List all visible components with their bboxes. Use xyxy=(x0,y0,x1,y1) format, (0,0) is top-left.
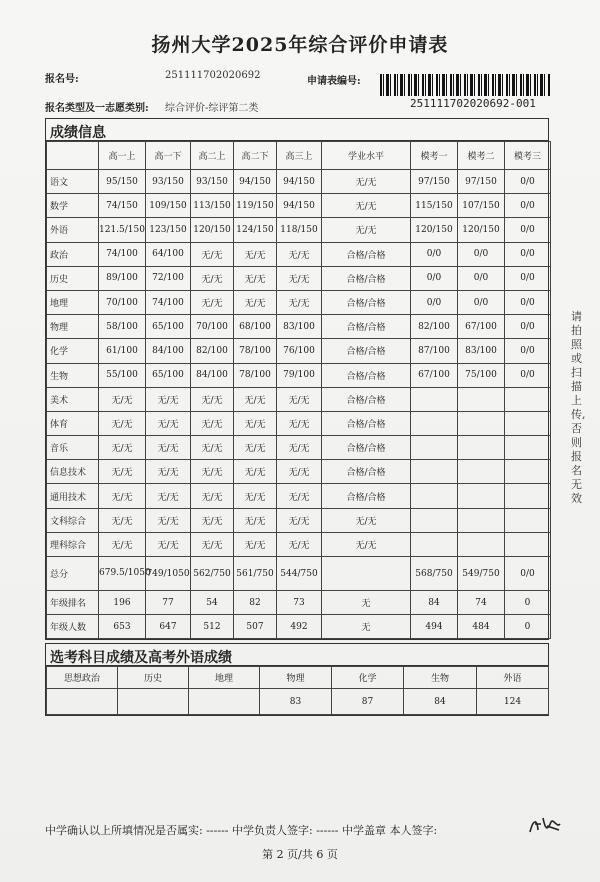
score-cell: 119/150 xyxy=(234,194,277,218)
score-cell: 562/750 xyxy=(191,557,234,591)
score-cell: 无/无 xyxy=(146,387,191,411)
score-cell: 无/无 xyxy=(234,266,277,290)
score-cell: 无/无 xyxy=(234,290,277,314)
score-cell xyxy=(411,532,458,556)
score-cell: 0/0 xyxy=(411,266,458,290)
elective-subject-label: 地理 xyxy=(189,667,260,689)
score-cell: 107/150 xyxy=(458,194,505,218)
score-cell: 121.5/150 xyxy=(99,218,146,242)
score-row xyxy=(47,460,551,484)
score-cell: 120/150 xyxy=(458,218,505,242)
score-cell: 无/无 xyxy=(234,532,277,556)
score-row xyxy=(47,615,551,639)
score-cell: 无/无 xyxy=(277,484,322,508)
score-cell: 无/无 xyxy=(146,484,191,508)
score-row xyxy=(47,591,551,615)
subject-label: 信息技术 xyxy=(47,460,99,484)
score-cell xyxy=(505,387,551,411)
score-cell: 0/0 xyxy=(458,266,505,290)
score-cell: 合格/合格 xyxy=(322,436,411,460)
subject-label: 美术 xyxy=(47,387,99,411)
score-cell: 无/无 xyxy=(234,484,277,508)
subject-label: 化学 xyxy=(47,339,99,363)
score-cell xyxy=(411,484,458,508)
column-header: 模考二 xyxy=(458,142,505,170)
score-cell xyxy=(505,532,551,556)
score-cell: 无/无 xyxy=(191,266,234,290)
scores-section xyxy=(45,118,549,640)
score-cell: 74 xyxy=(458,591,505,615)
subject-label: 文科综合 xyxy=(47,508,99,532)
score-cell: 无/无 xyxy=(277,532,322,556)
score-cell: 无/无 xyxy=(322,194,411,218)
score-cell: 70/100 xyxy=(191,315,234,339)
score-cell: 0/0 xyxy=(505,266,551,290)
score-cell: 76/100 xyxy=(277,339,322,363)
subject-label: 数学 xyxy=(47,194,99,218)
score-row xyxy=(47,411,551,435)
score-cell: 0 xyxy=(505,615,551,639)
elective-score-cell xyxy=(47,689,118,715)
score-cell: 94/150 xyxy=(277,194,322,218)
score-cell: 无/无 xyxy=(146,436,191,460)
score-cell: 55/100 xyxy=(99,363,146,387)
subject-label: 地理 xyxy=(47,290,99,314)
score-cell: 无/无 xyxy=(234,508,277,532)
score-cell: 512 xyxy=(191,615,234,639)
score-cell: 64/100 xyxy=(146,242,191,266)
score-cell xyxy=(505,436,551,460)
elective-score-cell: 87 xyxy=(332,689,404,715)
elective-score-cell: 124 xyxy=(477,689,549,715)
score-cell: 合格/合格 xyxy=(322,339,411,363)
elective-score-cell xyxy=(189,689,260,715)
score-row xyxy=(47,532,551,556)
score-cell: 合格/合格 xyxy=(322,266,411,290)
score-cell xyxy=(322,557,411,591)
score-cell: 无/无 xyxy=(99,436,146,460)
score-cell: 647 xyxy=(146,615,191,639)
score-cell xyxy=(411,411,458,435)
score-cell xyxy=(458,387,505,411)
score-cell: 68/100 xyxy=(234,315,277,339)
score-cell: 0/0 xyxy=(411,290,458,314)
score-cell xyxy=(458,484,505,508)
score-cell: 无/无 xyxy=(234,436,277,460)
score-cell: 无/无 xyxy=(146,532,191,556)
score-row xyxy=(47,194,551,218)
subject-label: 理科综合 xyxy=(47,532,99,556)
score-cell xyxy=(411,387,458,411)
score-row xyxy=(47,266,551,290)
score-cell: 84 xyxy=(411,591,458,615)
score-cell: 无/无 xyxy=(322,218,411,242)
score-cell: 115/150 xyxy=(411,194,458,218)
elective-header-row xyxy=(47,667,549,689)
score-cell: 97/150 xyxy=(411,170,458,194)
score-cell: 77 xyxy=(146,591,191,615)
score-row xyxy=(47,242,551,266)
score-cell: 合格/合格 xyxy=(322,484,411,508)
barcode-number: 251111702020692-001 xyxy=(410,97,536,110)
score-cell xyxy=(505,484,551,508)
upload-notice: 请拍照或扫描上传,否则报名无效 xyxy=(571,310,586,505)
subject-label: 年级排名 xyxy=(47,591,99,615)
score-cell: 113/150 xyxy=(191,194,234,218)
score-cell: 0/0 xyxy=(505,194,551,218)
score-cell: 494 xyxy=(411,615,458,639)
score-cell xyxy=(411,508,458,532)
application-type-value: 综合评价-综评第二类 xyxy=(165,103,259,114)
score-cell: 67/100 xyxy=(411,363,458,387)
subject-label: 语文 xyxy=(47,170,99,194)
score-cell: 74/150 xyxy=(99,194,146,218)
score-cell: 82/100 xyxy=(411,315,458,339)
subject-label: 音乐 xyxy=(47,436,99,460)
subject-label: 物理 xyxy=(47,315,99,339)
score-cell: 无/无 xyxy=(146,508,191,532)
application-number-label: 申请表编号: xyxy=(307,76,361,87)
score-cell: 120/150 xyxy=(191,218,234,242)
score-row xyxy=(47,290,551,314)
score-cell xyxy=(458,436,505,460)
confirmation-text: 中学确认以上所填情况是否属实: ------ 中学负责人签字: ------ 中学盖章 本人签字: xyxy=(45,824,438,837)
column-header: 高三上 xyxy=(277,142,322,170)
score-cell: 无/无 xyxy=(234,387,277,411)
elective-table xyxy=(46,666,549,715)
score-cell: 合格/合格 xyxy=(322,315,411,339)
score-cell: 0/0 xyxy=(505,339,551,363)
score-cell: 无/无 xyxy=(99,508,146,532)
score-cell xyxy=(458,460,505,484)
column-header-blank xyxy=(47,142,99,170)
score-cell: 无/无 xyxy=(234,242,277,266)
score-cell: 507 xyxy=(234,615,277,639)
score-cell: 0/0 xyxy=(458,242,505,266)
score-cell xyxy=(411,436,458,460)
score-cell: 87/100 xyxy=(411,339,458,363)
score-cell: 无/无 xyxy=(191,460,234,484)
score-cell: 无/无 xyxy=(277,436,322,460)
score-cell: 合格/合格 xyxy=(322,242,411,266)
elective-score-cell xyxy=(118,689,189,715)
score-cell: 无/无 xyxy=(322,532,411,556)
score-cell: 74/100 xyxy=(99,242,146,266)
score-cell: 无 xyxy=(322,615,411,639)
score-cell: 无/无 xyxy=(277,387,322,411)
score-cell: 484 xyxy=(458,615,505,639)
score-cell: 0/0 xyxy=(458,290,505,314)
score-row xyxy=(47,170,551,194)
score-cell: 0/0 xyxy=(505,290,551,314)
subject-label: 历史 xyxy=(47,266,99,290)
score-cell: 73 xyxy=(277,591,322,615)
elective-value-row xyxy=(47,689,549,715)
score-cell: 无/无 xyxy=(191,436,234,460)
score-cell: 无/无 xyxy=(99,460,146,484)
elective-section-title: 选考科目成绩及高考外语成绩 xyxy=(46,644,548,666)
score-cell: 无/无 xyxy=(277,290,322,314)
score-cell: 无/无 xyxy=(99,484,146,508)
score-cell: 无/无 xyxy=(191,411,234,435)
column-header: 高一下 xyxy=(146,142,191,170)
column-header: 高二下 xyxy=(234,142,277,170)
column-header: 学业水平 xyxy=(322,142,411,170)
subject-label: 生物 xyxy=(47,363,99,387)
score-cell: 无/无 xyxy=(322,508,411,532)
score-cell: 61/100 xyxy=(99,339,146,363)
score-cell: 无/无 xyxy=(191,508,234,532)
score-cell: 78/100 xyxy=(234,339,277,363)
scores-section-title: 成绩信息 xyxy=(46,119,548,141)
score-cell: 83/100 xyxy=(277,315,322,339)
subject-label: 总分 xyxy=(47,557,99,591)
score-cell: 123/150 xyxy=(146,218,191,242)
score-row xyxy=(47,557,551,591)
score-row xyxy=(47,363,551,387)
barcode-image xyxy=(380,74,550,96)
score-cell: 653 xyxy=(99,615,146,639)
score-cell: 无/无 xyxy=(191,484,234,508)
registration-number-value: 251111702020692 xyxy=(165,70,261,81)
score-cell: 83/100 xyxy=(458,339,505,363)
score-cell xyxy=(458,508,505,532)
subject-label: 年级人数 xyxy=(47,615,99,639)
score-cell: 118/150 xyxy=(277,218,322,242)
subject-label: 外语 xyxy=(47,218,99,242)
score-cell: 合格/合格 xyxy=(322,387,411,411)
score-cell: 合格/合格 xyxy=(322,290,411,314)
elective-section xyxy=(45,643,549,716)
score-row xyxy=(47,315,551,339)
score-cell: 65/100 xyxy=(146,315,191,339)
score-cell: 0 xyxy=(505,591,551,615)
score-cell: 67/100 xyxy=(458,315,505,339)
score-cell: 549/750 xyxy=(458,557,505,591)
score-cell: 679.5/1050 xyxy=(99,557,146,591)
score-row xyxy=(47,508,551,532)
score-cell: 94/150 xyxy=(277,170,322,194)
score-cell: 0/0 xyxy=(411,242,458,266)
score-cell: 65/100 xyxy=(146,363,191,387)
column-header: 模考一 xyxy=(411,142,458,170)
score-cell: 无/无 xyxy=(146,411,191,435)
subject-label: 政治 xyxy=(47,242,99,266)
score-cell: 75/100 xyxy=(458,363,505,387)
score-cell: 无/无 xyxy=(99,532,146,556)
score-cell xyxy=(458,532,505,556)
score-cell: 0/0 xyxy=(505,218,551,242)
score-cell: 0/0 xyxy=(505,315,551,339)
score-cell xyxy=(458,411,505,435)
scores-table xyxy=(46,141,551,639)
score-cell: 79/100 xyxy=(277,363,322,387)
score-cell: 97/150 xyxy=(458,170,505,194)
score-cell: 合格/合格 xyxy=(322,363,411,387)
elective-subject-label: 历史 xyxy=(118,667,189,689)
column-header: 模考三 xyxy=(505,142,551,170)
score-cell: 无/无 xyxy=(99,411,146,435)
score-cell xyxy=(505,460,551,484)
score-cell: 74/100 xyxy=(146,290,191,314)
score-cell: 544/750 xyxy=(277,557,322,591)
score-cell: 78/100 xyxy=(234,363,277,387)
elective-subject-label: 外语 xyxy=(477,667,549,689)
registration-number-label: 报名号: xyxy=(45,74,79,85)
score-cell: 无/无 xyxy=(234,460,277,484)
score-cell: 无 xyxy=(322,591,411,615)
score-row xyxy=(47,387,551,411)
score-row xyxy=(47,436,551,460)
score-cell: 无/无 xyxy=(277,411,322,435)
score-cell: 无/无 xyxy=(191,290,234,314)
score-cell: 合格/合格 xyxy=(322,411,411,435)
score-cell: 无/无 xyxy=(234,411,277,435)
score-cell xyxy=(411,460,458,484)
score-cell: 无/无 xyxy=(277,266,322,290)
score-cell: 94/150 xyxy=(234,170,277,194)
score-cell: 70/100 xyxy=(99,290,146,314)
score-cell: 196 xyxy=(99,591,146,615)
score-cell: 72/100 xyxy=(146,266,191,290)
score-row xyxy=(47,218,551,242)
score-cell: 82 xyxy=(234,591,277,615)
score-cell: 0/0 xyxy=(505,363,551,387)
column-header: 高二上 xyxy=(191,142,234,170)
score-cell: 无/无 xyxy=(146,460,191,484)
score-cell: 0/0 xyxy=(505,170,551,194)
score-cell: 0/0 xyxy=(505,242,551,266)
column-header: 高一上 xyxy=(99,142,146,170)
scores-header-row xyxy=(47,142,551,170)
score-cell: 109/150 xyxy=(146,194,191,218)
elective-score-cell: 84 xyxy=(404,689,477,715)
score-cell: 492 xyxy=(277,615,322,639)
score-cell: 749/1050 xyxy=(146,557,191,591)
application-type-label: 报名类型及一志愿类别: xyxy=(45,103,149,114)
score-cell: 58/100 xyxy=(99,315,146,339)
score-cell xyxy=(505,411,551,435)
score-cell: 无/无 xyxy=(322,170,411,194)
score-cell: 无/无 xyxy=(277,460,322,484)
elective-subject-label: 生物 xyxy=(404,667,477,689)
elective-subject-label: 物理 xyxy=(260,667,332,689)
score-cell: 合格/合格 xyxy=(322,460,411,484)
page-title: 扬州大学2025年综合评价申请表 xyxy=(151,34,449,56)
score-cell: 54 xyxy=(191,591,234,615)
score-cell: 无/无 xyxy=(277,508,322,532)
score-cell xyxy=(505,508,551,532)
score-cell: 93/150 xyxy=(191,170,234,194)
score-cell: 84/100 xyxy=(146,339,191,363)
score-cell: 89/100 xyxy=(99,266,146,290)
page-number: 第 2 页/共 6 页 xyxy=(262,848,338,861)
subject-label: 通用技术 xyxy=(47,484,99,508)
elective-score-cell: 83 xyxy=(260,689,332,715)
score-row xyxy=(47,484,551,508)
score-cell: 561/750 xyxy=(234,557,277,591)
signature-image xyxy=(527,814,563,838)
score-cell: 93/150 xyxy=(146,170,191,194)
score-row xyxy=(47,339,551,363)
score-cell: 无/无 xyxy=(191,242,234,266)
elective-subject-label: 化学 xyxy=(332,667,404,689)
subject-label: 体育 xyxy=(47,411,99,435)
score-cell: 无/无 xyxy=(191,387,234,411)
score-cell: 无/无 xyxy=(191,532,234,556)
score-cell: 无/无 xyxy=(277,242,322,266)
score-cell: 120/150 xyxy=(411,218,458,242)
score-cell: 568/750 xyxy=(411,557,458,591)
score-cell: 0/0 xyxy=(505,557,551,591)
score-cell: 无/无 xyxy=(99,387,146,411)
elective-subject-label: 思想政治 xyxy=(47,667,118,689)
score-cell: 124/150 xyxy=(234,218,277,242)
score-cell: 84/100 xyxy=(191,363,234,387)
score-cell: 82/100 xyxy=(191,339,234,363)
score-cell: 95/150 xyxy=(99,170,146,194)
